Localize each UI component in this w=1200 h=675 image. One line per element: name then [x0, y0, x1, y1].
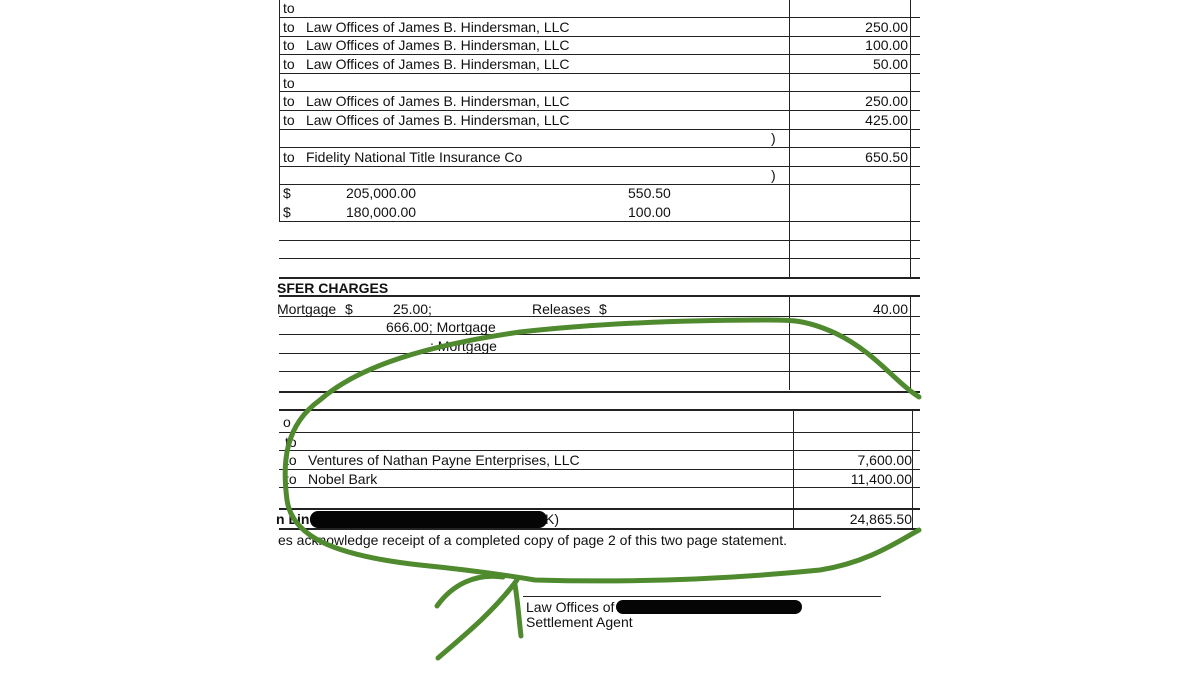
payoff-to: to [285, 434, 297, 450]
policy-premium: 100.00 [628, 204, 671, 220]
payoff-to: to [285, 471, 297, 487]
policy-coverage: 205,000.00 [346, 185, 417, 201]
ink-arrow-left-wing [437, 576, 503, 606]
closing-paren: ) [771, 130, 776, 146]
payoff-payee: Nobel Bark [308, 471, 378, 487]
acknowledgement-text: es acknowledge receipt of a completed copy of page 2 of this two page statement. [278, 532, 787, 548]
row-amount: 250.00 [865, 93, 908, 109]
row-amount: 50.00 [872, 56, 908, 72]
row-payee: Law Offices of James B. Hindersman, LLC [306, 93, 570, 109]
releases-label: Releases [532, 301, 591, 317]
row-to-label: to [283, 56, 295, 72]
payoff-amount: 7,600.00 [857, 452, 912, 468]
policy-premium: 550.50 [628, 185, 671, 201]
row-amount: 100.00 [865, 37, 908, 53]
row-to-label: to [283, 75, 295, 91]
closing-paren: ) [771, 167, 776, 183]
row-to-label: to [283, 0, 295, 16]
total-amount: 24,865.50 [849, 511, 912, 527]
title-insurance-to: to [283, 149, 295, 165]
policy-coverage: 180,000.00 [346, 204, 417, 220]
releases-dollar: $ [599, 301, 607, 317]
payoff-to: to [285, 452, 297, 468]
row-payee: Law Offices of James B. Hindersman, LLC [306, 37, 570, 53]
partial-mark: o [283, 414, 291, 430]
payoff-amount: 11,400.00 [850, 471, 912, 487]
title-insurance-amount: 650.50 [865, 149, 908, 165]
agent-title: Settlement Agent [526, 614, 633, 630]
row-to-label: to [283, 112, 295, 128]
agent-name: Law Offices of [526, 599, 615, 615]
ink-arrow-right-wing [515, 585, 521, 636]
row-payee: Law Offices of James B. Hindersman, LLC [306, 56, 570, 72]
row-to-label: to [283, 37, 295, 53]
transfer-heading: SFER CHARGES [277, 280, 389, 296]
row-amount: 250.00 [865, 19, 908, 35]
payoff-payee: Ventures of Nathan Payne Enterprises, LLC [308, 452, 580, 468]
transfer-total: 40.00 [872, 301, 908, 317]
mortgage-line-3: : Mortgage [430, 338, 497, 354]
policy-currency: $ [283, 204, 291, 220]
row-to-label: to [283, 93, 295, 109]
ink-loop [285, 320, 919, 581]
title-insurance-payee: Fidelity National Title Insurance Co [306, 149, 523, 165]
total-line-prefix: n Lin [276, 511, 310, 527]
mortgage-dollar: $ [345, 301, 353, 317]
mortgage-fee: 25.00; [393, 301, 432, 317]
total-line-suffix: K) [545, 511, 559, 527]
mortgage-line-2: 666.00; Mortgage [386, 319, 496, 335]
row-payee: Law Offices of James B. Hindersman, LLC [306, 112, 570, 128]
policy-currency: $ [283, 185, 291, 201]
mortgage-label: Mortgage [277, 301, 337, 317]
row-payee: Law Offices of James B. Hindersman, LLC [306, 19, 570, 35]
row-amount: 425.00 [865, 112, 908, 128]
row-to-label: to [283, 19, 295, 35]
